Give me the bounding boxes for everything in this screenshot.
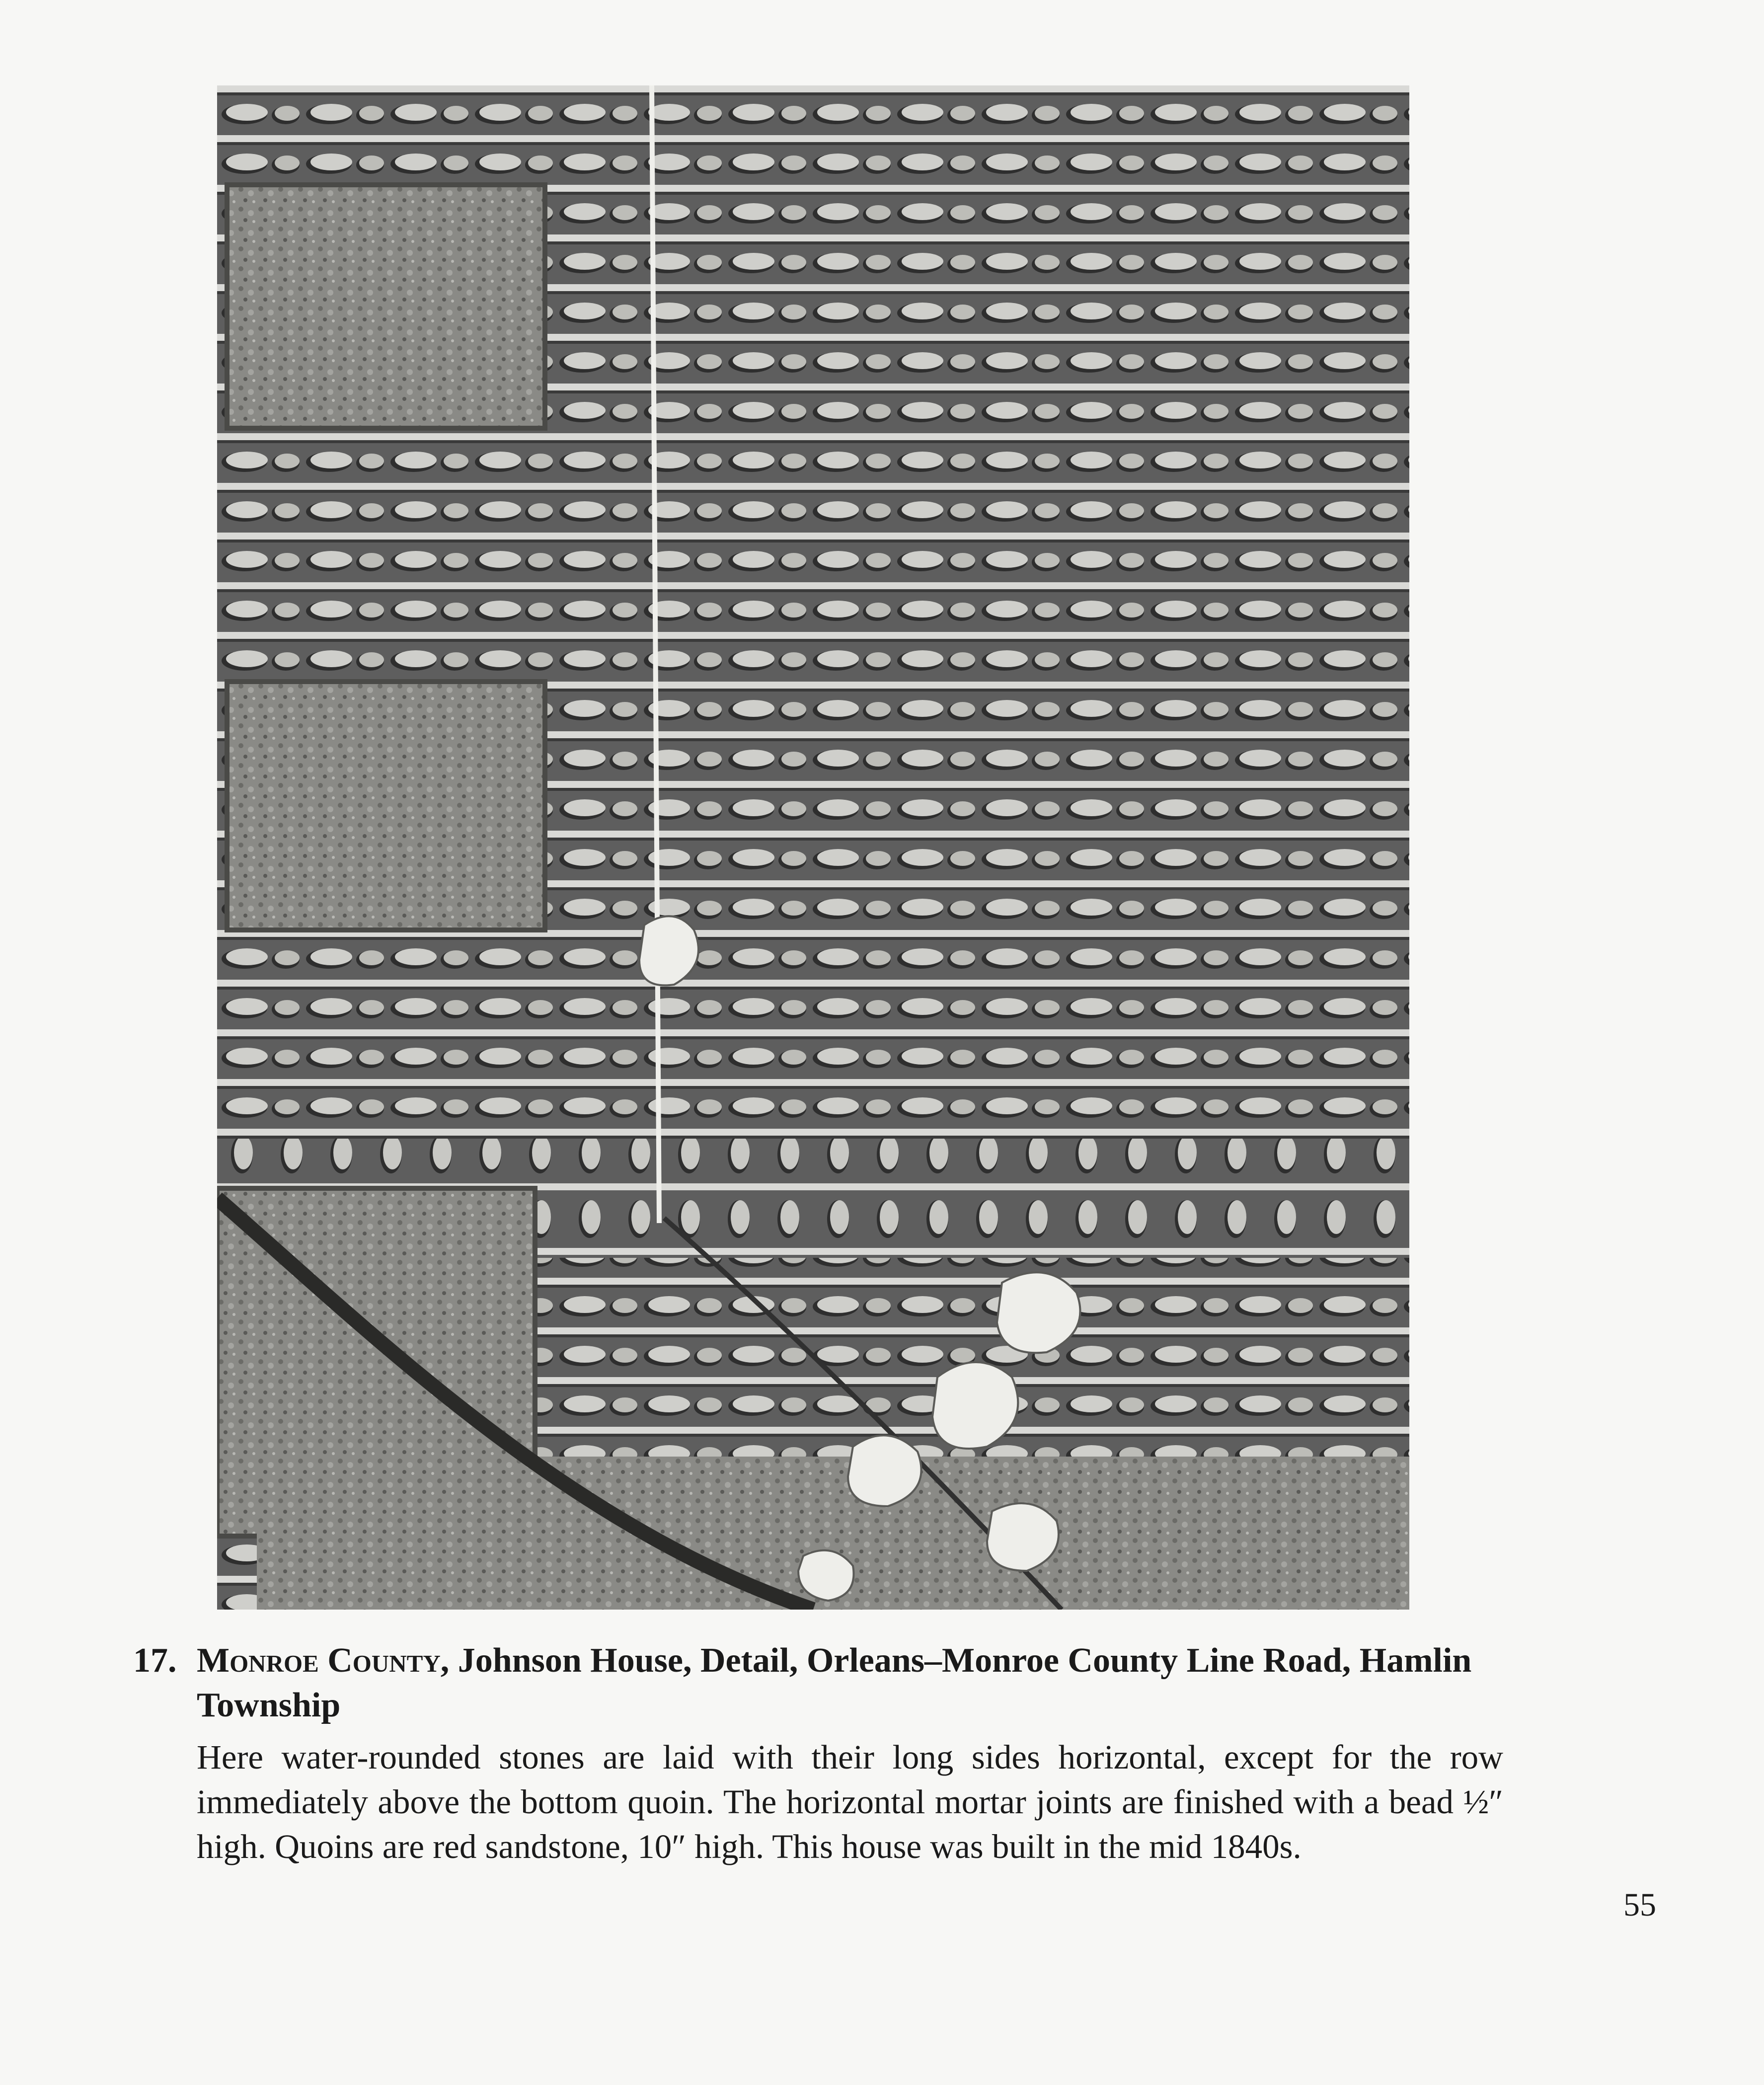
caption-heading [133,1638,1504,1728]
caption-description: Here water-rounded stones are laid with their long sides horizontal, except for the row immediately above the bottom quoin. The horizontal mortar joints are finished with a bead ½″ high. Quoins are red sandstone, 10″ high. This house was built in the mid 1840s. [197,1738,1503,1865]
caption-title [197,1638,1504,1728]
county-name: Monroe County, [197,1641,450,1680]
page-number: 55 [1623,1887,1656,1923]
cobblestone-wall-photograph [217,85,1409,1610]
figure-caption [133,1638,1504,1869]
caption-title-rest: Johnson House, Detail, Orleans–Monroe County Line Road, Hamlin Township [197,1641,1472,1724]
plate-number: 17. [133,1641,177,1680]
